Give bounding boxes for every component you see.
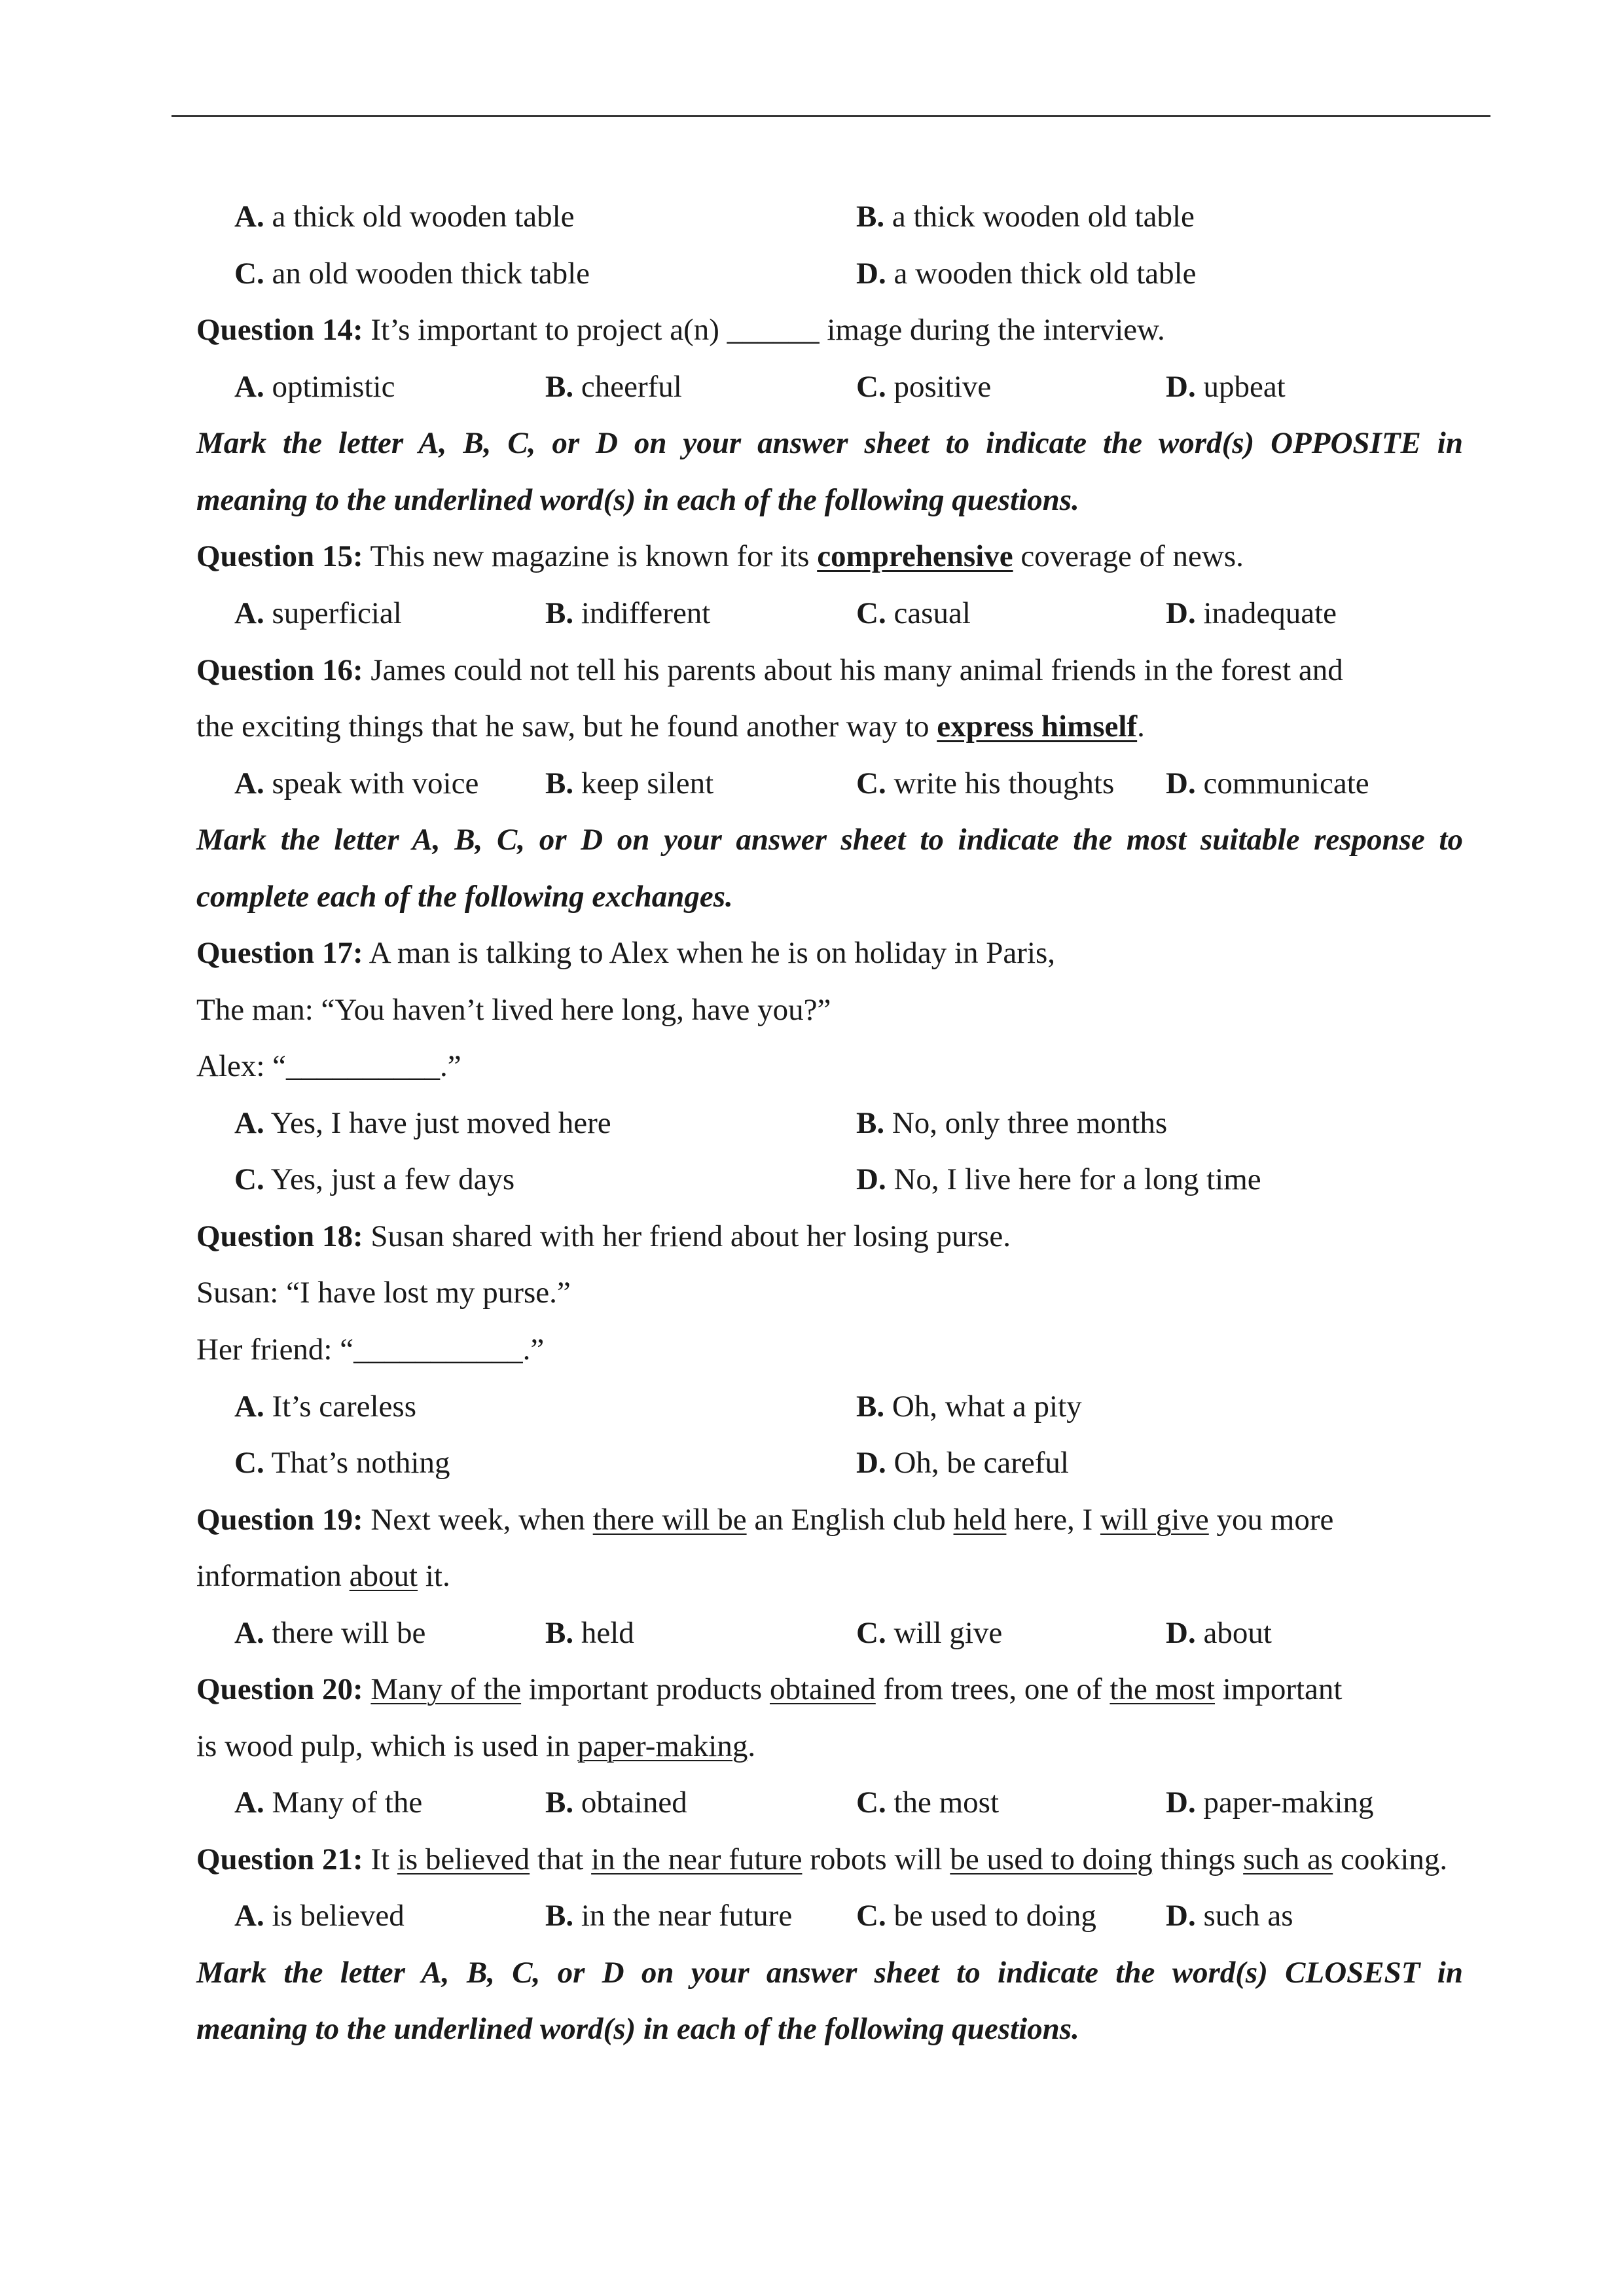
q16-stem-line2: the exciting things that he saw, but he found another way to express himself. bbox=[196, 709, 1145, 744]
q21-stem: Question 21: It is believed that in the near future robots will be used to doing things such as cooking. bbox=[196, 1842, 1448, 1876]
q20-stem-line1: Question 20: Many of the important products obtained from trees, one of the most important bbox=[196, 1672, 1343, 1706]
q16-option-b[interactable]: B. keep silent bbox=[545, 766, 714, 800]
q13-option-c[interactable]: C. an old wooden thick table bbox=[234, 257, 590, 291]
q16-option-a[interactable]: A. speak with voice bbox=[234, 766, 479, 800]
instruction-response-line2: complete each of the following exchanges. bbox=[196, 880, 733, 914]
instruction-closest-line1: Mark the letter A, B, C, or D on your answer sheet to indicate the word(s) CLOSEST in bbox=[196, 1956, 1463, 1990]
q14-stem: Question 14: It’s important to project a(n) ______ image during the interview. bbox=[196, 313, 1165, 347]
q20-option-c[interactable]: C. the most bbox=[856, 1785, 1000, 1820]
q15-option-a[interactable]: A. superficial bbox=[234, 596, 402, 630]
q19-option-a[interactable]: A. there will be bbox=[234, 1616, 426, 1650]
q18-option-a[interactable]: A. It’s careless bbox=[234, 1390, 416, 1424]
q21-option-c[interactable]: C. be used to doing bbox=[856, 1899, 1096, 1933]
q20-option-d[interactable]: D. paper-making bbox=[1166, 1785, 1374, 1820]
q19-option-c[interactable]: C. will give bbox=[856, 1616, 1003, 1650]
q17-option-a[interactable]: A. Yes, I have just moved here bbox=[234, 1106, 611, 1140]
q19-option-b[interactable]: B. held bbox=[545, 1616, 634, 1650]
q13-option-d[interactable]: D. a wooden thick old table bbox=[856, 257, 1197, 291]
q21-option-d[interactable]: D. such as bbox=[1166, 1899, 1293, 1933]
q16-option-d[interactable]: D. communicate bbox=[1166, 766, 1369, 800]
q17-stem: Question 17: A man is talking to Alex when he is on holiday in Paris, bbox=[196, 936, 1056, 970]
q17-option-b[interactable]: B. No, only three months bbox=[856, 1106, 1168, 1140]
instruction-opposite-line2: meaning to the underlined word(s) in each of the following questions. bbox=[196, 483, 1079, 517]
q16-option-c[interactable]: C. write his thoughts bbox=[856, 766, 1115, 800]
q18-option-c[interactable]: C. That’s nothing bbox=[234, 1446, 450, 1480]
q20-stem-line2: is wood pulp, which is used in paper-making. bbox=[196, 1729, 756, 1763]
q21-option-b[interactable]: B. in the near future bbox=[545, 1899, 793, 1933]
q13-option-b[interactable]: B. a thick wooden old table bbox=[856, 200, 1195, 234]
q15-option-b[interactable]: B. indifferent bbox=[545, 596, 711, 630]
q21-option-a[interactable]: A. is believed bbox=[234, 1899, 405, 1933]
q18-dialogue-susan: Susan: “I have lost my purse.” bbox=[196, 1276, 571, 1310]
q16-stem-line1: Question 16: James could not tell his parents about his many animal friends in the forest and bbox=[196, 653, 1343, 687]
q15-stem: Question 15: This new magazine is known for its comprehensive coverage of news. bbox=[196, 539, 1244, 573]
q15-underlined-word: comprehensive bbox=[817, 539, 1013, 573]
q19-option-d[interactable]: D. about bbox=[1166, 1616, 1272, 1650]
instruction-opposite-line1: Mark the letter A, B, C, or D on your answer sheet to indicate the word(s) OPPOSITE in bbox=[196, 426, 1463, 460]
q15-option-d[interactable]: D. inadequate bbox=[1166, 596, 1337, 630]
q14-option-d[interactable]: D. upbeat bbox=[1166, 370, 1286, 404]
q13-option-a[interactable]: A. a thick old wooden table bbox=[234, 200, 575, 234]
q14-option-c[interactable]: C. positive bbox=[856, 370, 992, 404]
q15-option-c[interactable]: C. casual bbox=[856, 596, 971, 630]
q16-underlined-phrase: express himself bbox=[937, 709, 1138, 744]
q20-option-a[interactable]: A. Many of the bbox=[234, 1785, 423, 1820]
header-rule bbox=[171, 115, 1490, 117]
instruction-closest-line2: meaning to the underlined word(s) in each of the following questions. bbox=[196, 2012, 1079, 2046]
q18-option-d[interactable]: D. Oh, be careful bbox=[856, 1446, 1069, 1480]
q19-stem-line2: information about it. bbox=[196, 1559, 450, 1593]
q20-option-b[interactable]: B. obtained bbox=[545, 1785, 687, 1820]
q18-option-b[interactable]: B. Oh, what a pity bbox=[856, 1390, 1082, 1424]
q17-option-d[interactable]: D. No, I live here for a long time bbox=[856, 1162, 1261, 1196]
q14-option-a[interactable]: A. optimistic bbox=[234, 370, 395, 404]
q17-option-c[interactable]: C. Yes, just a few days bbox=[234, 1162, 515, 1196]
q18-dialogue-friend: Her friend: “___________.” bbox=[196, 1333, 545, 1367]
q19-stem-line1: Question 19: Next week, when there will be an English club held here, I will give you more bbox=[196, 1503, 1334, 1537]
instruction-response-line1: Mark the letter A, B, C, or D on your answer sheet to indicate the most suitable response to bbox=[196, 823, 1463, 857]
q18-stem: Question 18: Susan shared with her friend about her losing purse. bbox=[196, 1219, 1011, 1253]
q17-dialogue-man: The man: “You haven’t lived here long, have you?” bbox=[196, 993, 831, 1027]
q14-option-b[interactable]: B. cheerful bbox=[545, 370, 682, 404]
q17-dialogue-alex: Alex: “__________.” bbox=[196, 1049, 461, 1083]
